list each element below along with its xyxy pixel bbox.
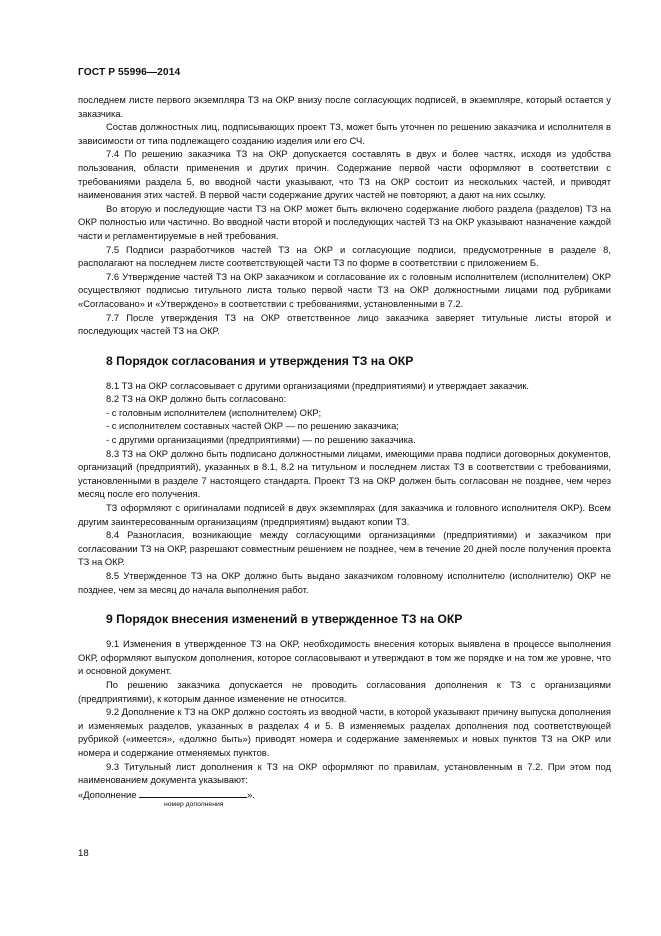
page-number: 18 <box>78 848 89 859</box>
paragraph: 9.2 Дополнение к ТЗ на ОКР должно состоять из вводной части, в которой указывают причину выпуска дополнения и изменяемых разделов, указанных в разделах 4 и 5. В изменяемых разделах дополнения под соответствующей рубрикой («имеется», «должно быть») приводят номера и содержание заменяемых и новых пунктов ТЗ на ОКР или номера и содержание отменяемых пунктов. <box>78 706 611 758</box>
document-body <box>78 93 611 809</box>
section-8-title: 8 Порядок согласования и утверждения ТЗ на ОКР <box>106 353 414 368</box>
paragraph: 7.6 Утверждение частей ТЗ на ОКР заказчиком и согласование их с головным исполнителем (исполнителем) ОКР осуществляют подписью титульного листа только первой части ТЗ на ОКР должностными лицами под рубриками «Согласовано» и «Утверждено» в соответствии с требованиями, установленными в 7.2. <box>78 270 611 309</box>
document-header: ГОСТ Р 55996—2014 <box>78 67 181 78</box>
form-line-prefix: «Дополнение <box>78 788 137 800</box>
section-9-title: 9 Порядок внесения изменений в утвержденное ТЗ на ОКР <box>106 612 463 627</box>
paragraph: 7.5 Подписи разработчиков частей ТЗ на ОКР и согласующие подписи, предусмотренные в разделе 8, располагают на последнем листе соответствующей части ТЗ по форме в соответствии с приложением Б. <box>78 243 611 269</box>
paragraph: 8.2 ТЗ на ОКР должно быть согласовано: <box>106 393 287 405</box>
paragraph: 9.3 Титульный лист дополнения к ТЗ на ОКР оформляют по правилам, установленным в 7.2. При этом под наименованием документа указывают: <box>78 760 611 786</box>
form-caption: номер дополнения <box>164 801 224 809</box>
paragraph: По решению заказчика допускается не проводить согласования дополнения к ТЗ с организациями (предприятиями), к которым данное изменение не относится. <box>78 678 611 704</box>
paragraph: Во вторую и последующие части ТЗ на ОКР может быть включено содержание любого раздела (разделов) ТЗ на ОКР полностью или частично. Во вводной части второй и последующих частей ТЗ на ОКР указывают назначение каждой части и регламентируемые в ней требования. <box>78 202 611 241</box>
form-line <box>78 787 611 802</box>
list-item: - с другими организациями (предприятиями) — по решению заказчика. <box>106 434 416 446</box>
paragraph: последнем листе первого экземпляра ТЗ на ОКР внизу после согласующих подписей, в экземпляре, который остается у заказчика. <box>78 94 611 119</box>
paragraph: 9.1 Изменения в утвержденное ТЗ на ОКР, необходимость внесения которых выявлена в процессе выполнения ОКР, оформляют выпуском дополнения, которое согласовывают и утверждают в том же порядке и на том же уровне, что и основной документ. <box>78 638 611 677</box>
paragraph: 8.5 Утвержденное ТЗ на ОКР должно быть выдано заказчиком головному исполнителю (исполнителю) ОКР не позднее, чем за месяц до начала выполнения работ. <box>78 570 611 595</box>
list-item: - с головным исполнителем (исполнителем) ОКР; <box>106 406 322 418</box>
paragraph: 7.4 По решению заказчика ТЗ на ОКР допускается составлять в двух и более частях, исходя из удобства пользования, области применения и других причин. Содержание первой части оформляют в соответствии с требованиями раздела 5, во вводной части указывают, что ТЗ на ОКР состоит из нескольких частей, и приводят наименования этих частей. В первой части содержание других частей не повторяют, а дают на них ссылку. <box>78 148 611 201</box>
paragraph: 8.4 Разногласия, возникающие между согласующими организациями (предприятиями) и заказчиком при согласовании ТЗ на ОКР, разрешают совместным решением не позднее, чем в течение 20 дней после получения проекта ТЗ на ОКР. <box>78 529 611 568</box>
list-item: - с исполнителем составных частей ОКР — по решению заказчика; <box>106 420 399 432</box>
paragraph: 8.1 ТЗ на ОКР согласовывает с другими организациями (предприятиями) и утверждает заказчик. <box>106 379 530 391</box>
paragraph: ТЗ оформляют с оригиналами подписей в двух экземплярах (для заказчика и головного исполнителя ОКР). Всем другим заинтересованным организациям (предприятиям) выдают копии ТЗ. <box>78 502 611 527</box>
blank-underline <box>139 787 247 798</box>
paragraph: 7.7 После утверждения ТЗ на ОКР ответственное лицо заказчика заверяет титульные листы второй и последующих частей ТЗ на ОКР. <box>78 311 611 337</box>
paragraph: 8.3 ТЗ на ОКР должно быть подписано должностными лицами, имеющими права подписи договорных документов, организаций (предприятий), указанных в 8.1, 8.2 на титульном и последнем листах ТЗ в соответствии с требованиями, установленными в разделе 7 настоящего стандарта. Проект ТЗ на ОКР должен быть согласован не позднее, чем через месяц после его получения. <box>78 447 611 500</box>
paragraph: Состав должностных лиц, подписывающих проект ТЗ, может быть уточнен по решению заказчика и исполнителя в зависимости от типа подлежащего созданию изделия или его СЧ. <box>78 121 611 146</box>
form-line-suffix: ». <box>247 788 255 800</box>
